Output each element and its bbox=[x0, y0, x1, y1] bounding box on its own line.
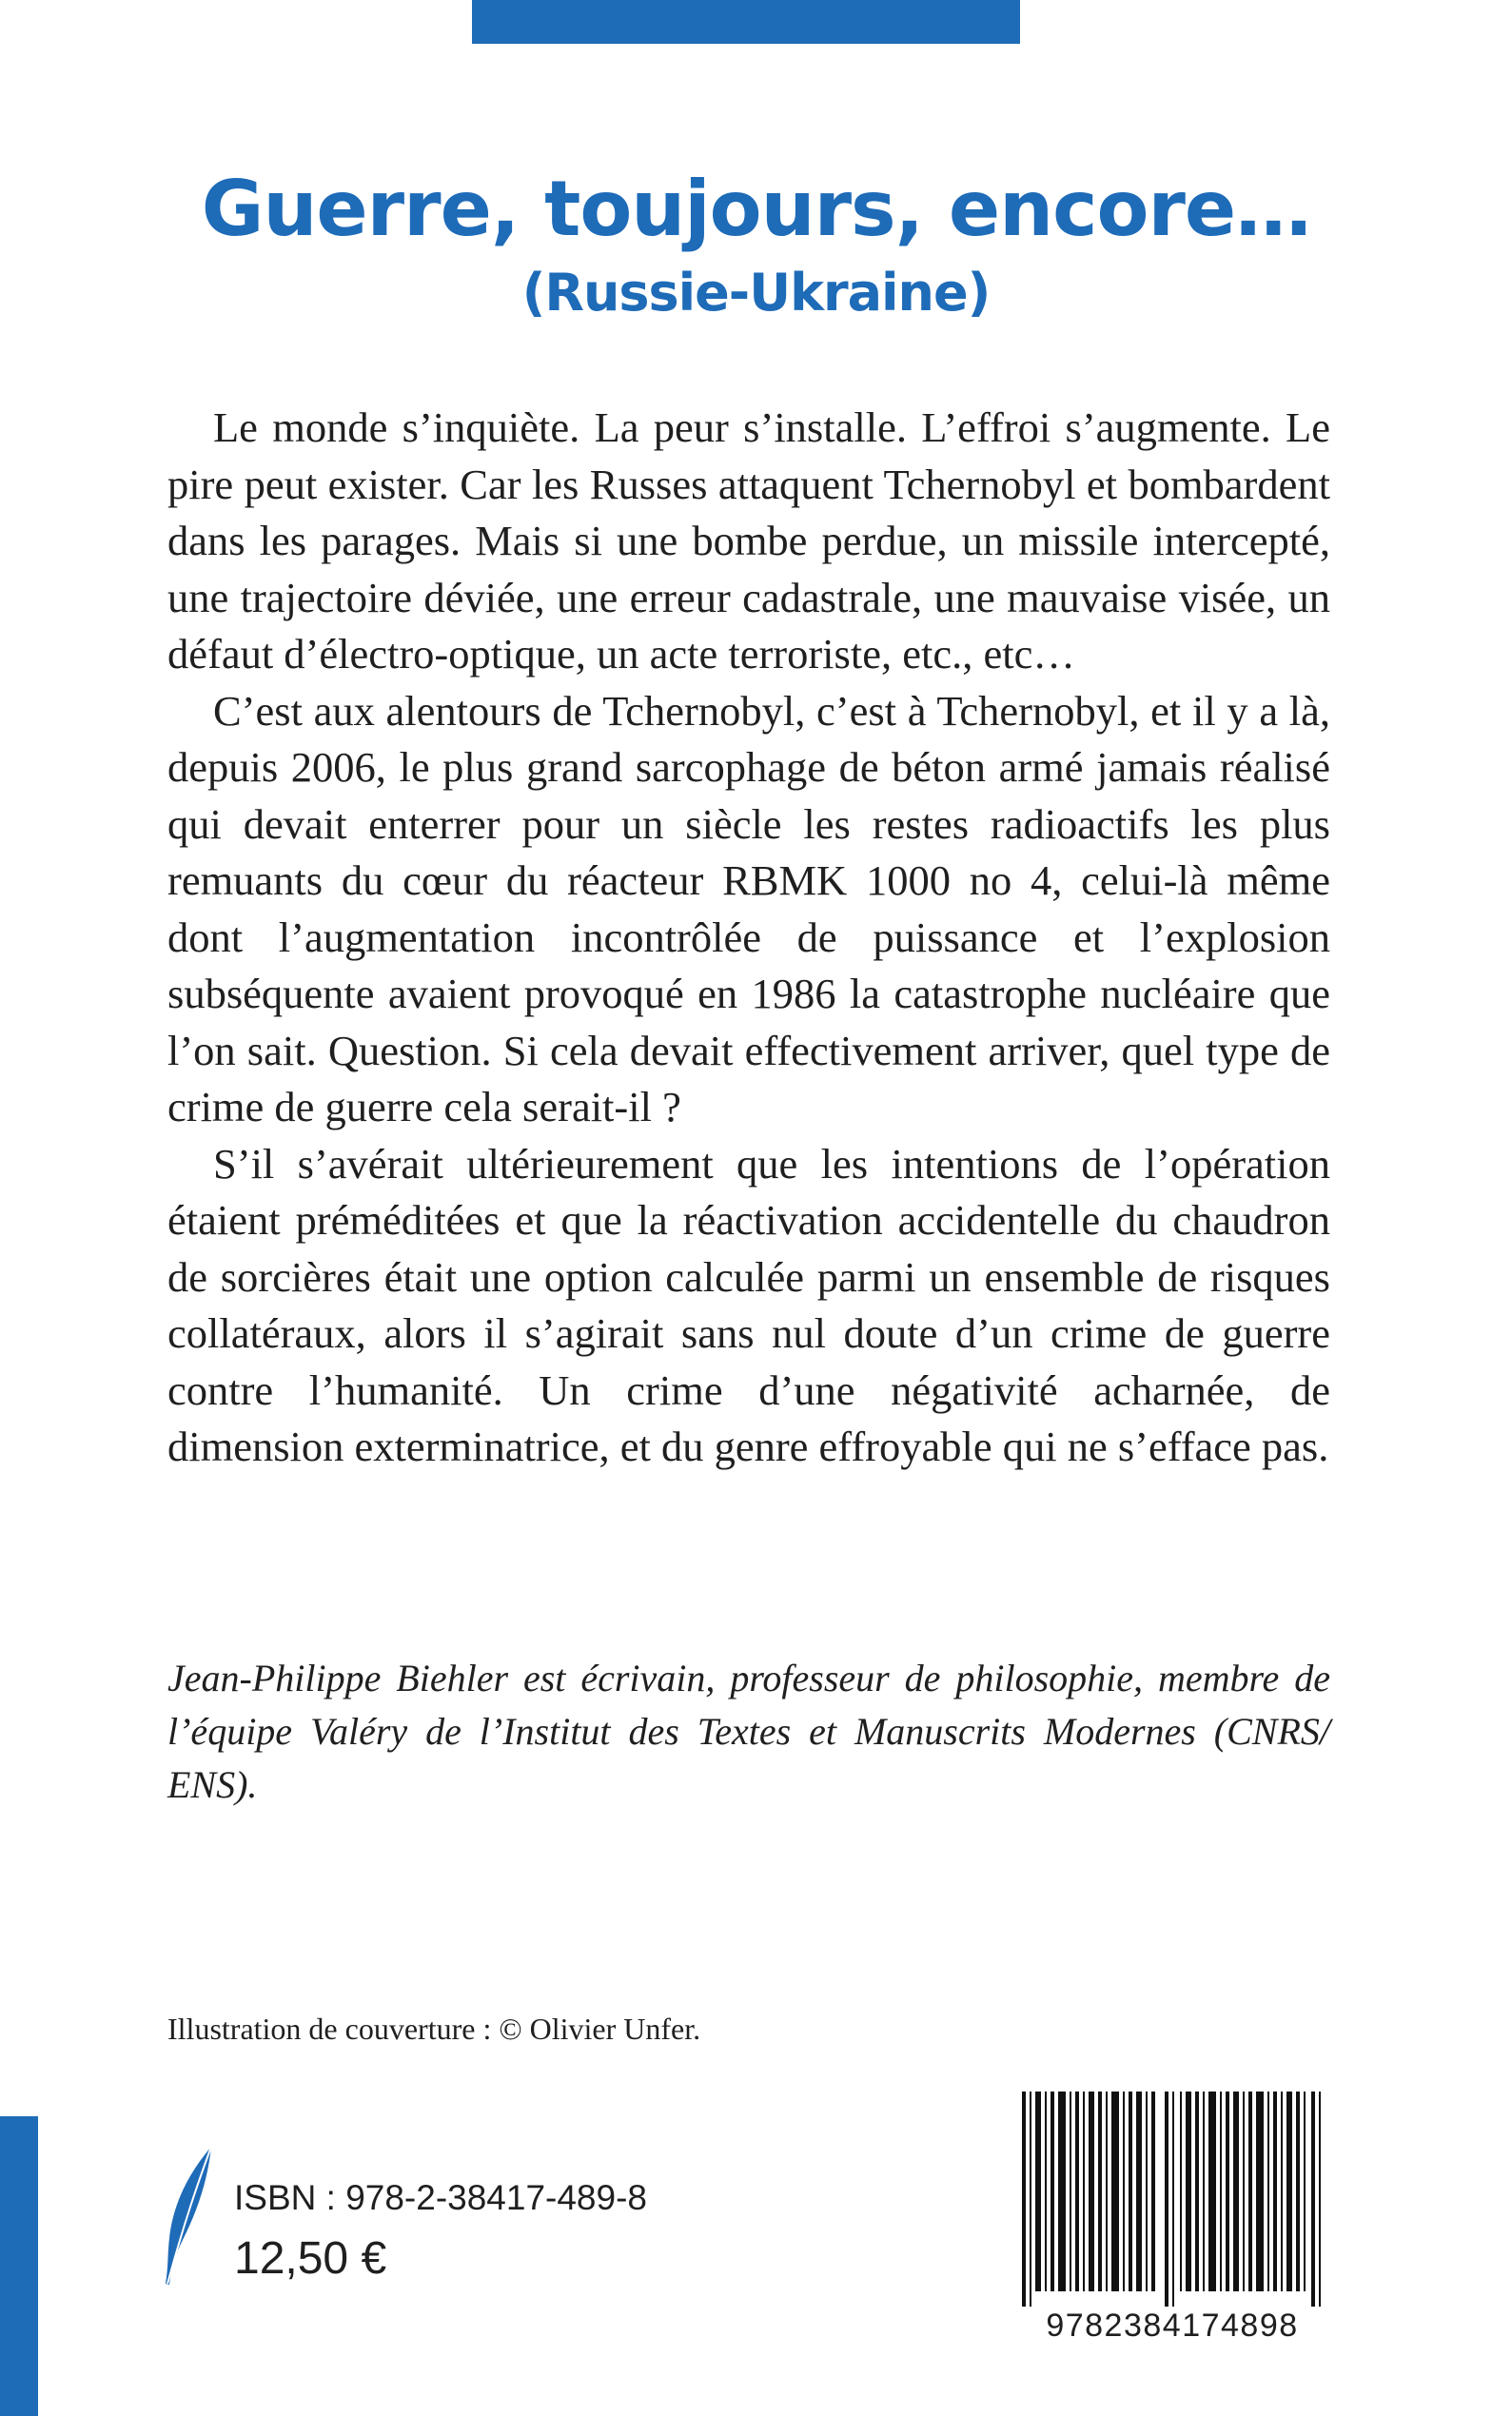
barcode-number: 9782384174898 bbox=[1046, 2308, 1299, 2344]
book-subtitle: (Russie-Ukraine) bbox=[521, 263, 991, 323]
barcode-icon bbox=[1022, 2092, 1323, 2307]
top-accent-bar bbox=[472, 0, 1020, 44]
quill-icon bbox=[160, 2145, 217, 2288]
price: 12,50 € bbox=[234, 2233, 387, 2284]
blurb bbox=[167, 400, 1330, 1476]
blurb-paragraph: S’il s’avérait ultérieurement que les intentions de l’opération étaient préméditées et que la réactivation accidentelle du chaudron de sorcières était une option calculée parmi un ensemble de risques collatéraux, alors il s’agirait sans nul doute d’un crime de guerre contre l’humanité. Un crime d’une négativité acharnée, de dimension exterminatrice, et du genre effroyable qui ne s’efface pas. bbox=[167, 1139, 1330, 1470]
book-title: Guerre, toujours, encore… bbox=[201, 165, 1311, 253]
blurb-paragraph: Le monde s’inquiète. La peur s’installe. L’effroi s’augmente. Le pire peut exister. Car les Russes attaquent Tchernobyl et bombardent dans les parages. Mais si une bombe perdue, un missile intercepté, une trajectoire déviée, une erreur cadastrale, une mauvaise visée, un défaut d’électro-optique, un acte terroriste, etc., etc… bbox=[167, 403, 1330, 678]
barcode bbox=[1009, 2092, 1336, 2352]
author-bio: Jean-Philippe Biehler est écrivain, professeur de philosophie, membre de l’équipe Valéry de l’Institut des Textes et Manuscrits Modernes (CNRS/ ENS). bbox=[167, 1657, 1330, 1806]
side-accent-bar bbox=[0, 2116, 38, 2416]
blurb-paragraph: C’est aux alentours de Tchernobyl, c’est à Tchernobyl, et il y a là, depuis 2006, le plus grand sarcophage de béton armé jamais réalisé qui devait enterrer pour un siècle les restes radioactifs les plus remuants du cœur du réacteur RBMK 1000 no 4, celui-là même dont l’augmentation incontrôlée de puissance et l’explosion subséquente avaient provoqué en 1986 la catastrophe nucléaire que l’on sait. Question. Si cela devait effectivement arriver, quel type de crime de guerre cela serait-il ? bbox=[167, 686, 1330, 1130]
isbn: ISBN : 978-2-38417-489-8 bbox=[234, 2178, 647, 2217]
illustration-credit: Illustration de couverture : © Olivier Unfer. bbox=[167, 2012, 701, 2046]
